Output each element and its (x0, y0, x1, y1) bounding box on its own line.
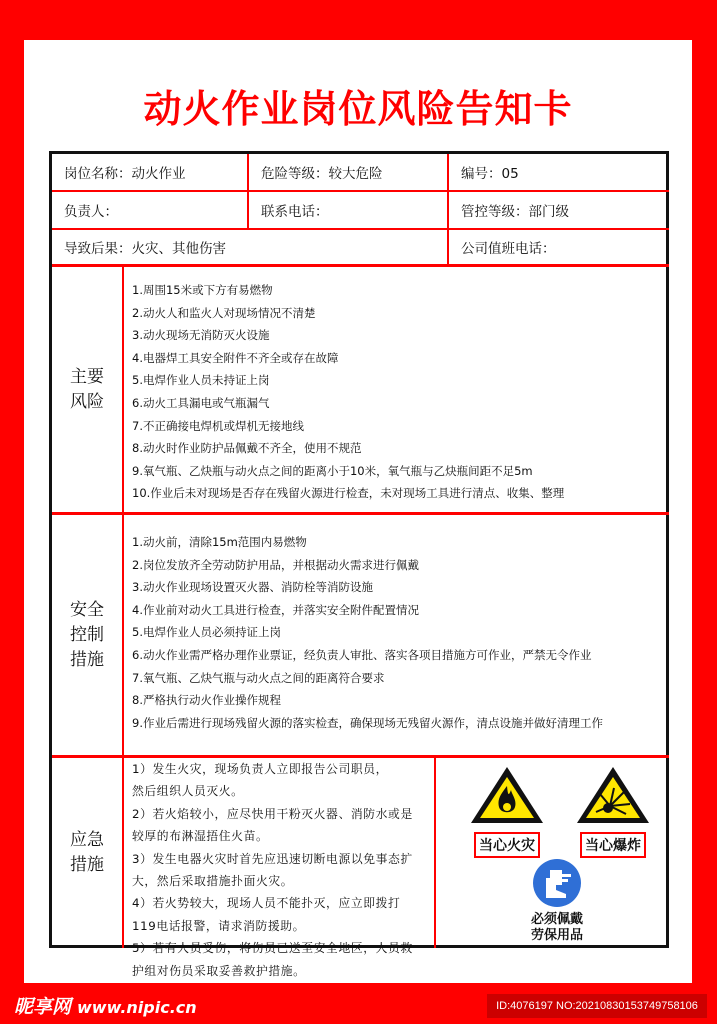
emergency-line: 4）若火势较大，现场人员不能扑灭，应立即拨打 (132, 896, 401, 911)
logo-url: www.nipic.cn (77, 998, 197, 1017)
post-name: 岗位名称：动火作业 (64, 166, 186, 182)
list-item: 1.动火前，清除15m范围内易燃物 (132, 535, 307, 549)
section-divider (52, 264, 669, 267)
sign-ppe (507, 858, 607, 944)
sign-explosion (567, 764, 659, 858)
section-divider (52, 512, 669, 515)
list-item: 6.动火作业需严格办理作业票证，经负责人审批、落实各项目措施方可作业，严禁无令作业 (132, 647, 592, 662)
card-panel (24, 40, 692, 983)
main-risks-list (132, 279, 564, 505)
list-item: 1.周围15米或下方有易燃物 (132, 283, 273, 297)
responsible-person: 负责人： (64, 204, 118, 220)
logo-text: 昵享网 (14, 996, 72, 1018)
emergency-divider (434, 758, 436, 948)
list-item: 2.岗位发放齐全劳动防护用品，并根据动火需求进行佩戴 (132, 557, 419, 572)
ppe-label-line2: 劳保用品 (530, 928, 583, 943)
fire-sign-label: 当心火灾 (474, 832, 540, 858)
emergency-line: 然后组织人员灭火。 (132, 784, 244, 799)
consequence: 导致后果：火灾、其他伤害 (64, 241, 226, 257)
emergency-line: 119电话报警，请求消防援助。 (132, 918, 306, 933)
risk-card-table (49, 151, 669, 978)
list-item: 3.动火现场无消防灭火设施 (132, 328, 270, 343)
emergency-line: 2）若火焰较小，应尽快用干粉灭火器、消防水或是 (132, 806, 413, 821)
list-item: 9.作业后需进行现场残留火源的落实检查，确保现场无残留火源作，清点设施并做好清理工作 (132, 715, 603, 730)
explosion-sign-label: 当心爆炸 (580, 832, 646, 858)
list-item: 2.动火人和监火人对现场情况不清楚 (132, 305, 316, 320)
list-item: 3.动火作业现场设置灭火器、消防栓等消防设施 (132, 580, 373, 595)
list-item: 5.电焊作业人员未持证上岗 (132, 373, 270, 388)
ppe-label-line1: 必须佩戴 (530, 912, 583, 927)
risk-level: 危险等级：较大危险 (261, 166, 383, 182)
list-item: 9.氧气瓶、乙炔瓶与动火点之间的距离小于10米，氧气瓶与乙炔瓶间距不足5m (132, 463, 533, 478)
list-item: 7.氧气瓶、乙炔气瓶与动火点之间的距离符合要求 (132, 670, 385, 685)
watermark-id: ID:4076197 NO:20210830153749758106 (487, 994, 707, 1018)
card-number: 编号：05 (461, 166, 519, 182)
list-item: 6.动火工具漏电或气瓶漏气 (132, 395, 270, 410)
safety-signs (437, 758, 669, 1024)
list-item: 8.动火时作业防护品佩戴不齐全，使用不规范 (132, 441, 362, 456)
list-item: 4.电器焊工具安全附件不齐全或存在故障 (132, 350, 339, 365)
main-risks-label: 主要 风险 (70, 366, 104, 412)
list-item: 10.作业后未对现场是否存在残留火源进行检查，未对现场工具进行清点、收集、整理 (132, 486, 565, 501)
wear-ppe-icon (532, 858, 582, 908)
emergency-text (132, 758, 432, 982)
emergency-line: 护组对伤员采取妥善救护措施。 (132, 963, 306, 978)
list-item: 8.严格执行动火作业操作规程 (132, 693, 281, 708)
emergency-line: 较厚的布淋湿捂住火苗。 (132, 829, 269, 844)
emergency-line: 1）发生火灾，现场负责人立即报告公司职员， (132, 762, 389, 776)
page-title: 动火作业岗位风险告知卡 (143, 87, 573, 131)
safety-measures-list (132, 531, 603, 734)
label-column-divider (122, 267, 124, 948)
list-item: 7.不正确接电焊机或焊机无接地线 (132, 418, 304, 433)
list-item: 5.电焊作业人员必须持证上岗 (132, 625, 281, 640)
col-divider (447, 154, 449, 264)
watermark-logo (14, 992, 197, 1019)
emergency-line: 大，然后采取措施扑面火灾。 (132, 874, 294, 889)
col-divider (247, 154, 249, 228)
control-level: 管控等级：部门级 (461, 204, 569, 220)
sign-fire (462, 764, 552, 858)
explosion-warning-icon (574, 764, 652, 826)
list-item: 4.作业前对动火工具进行检查，并落实安全附件配置情况 (132, 602, 419, 617)
fire-warning-icon (468, 764, 546, 826)
duty-phone: 公司值班电话： (461, 241, 556, 257)
safety-measures-label: 安全 控制 措施 (70, 599, 104, 670)
emergency-line: 5）若有人员受伤，将伤员已送至安全地区，人员救 (132, 941, 413, 956)
emergency-label: 应急 措施 (70, 830, 104, 875)
contact-phone: 联系电话： (261, 204, 329, 220)
emergency-line: 3）发生电器火灾时首先应迅速切断电源以免事态扩 (132, 851, 413, 866)
